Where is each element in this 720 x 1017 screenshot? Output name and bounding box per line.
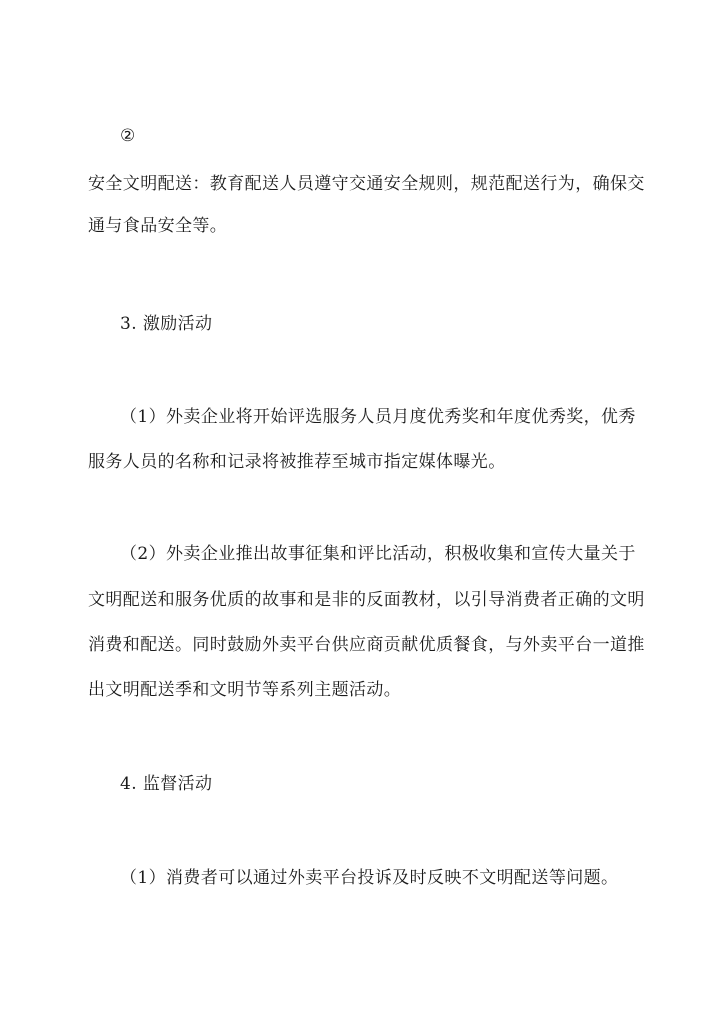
paragraph-incentive-2-line-3: 消费和配送。同时鼓励外卖平台供应商贡献优质餐食，与外卖平台一道推	[88, 635, 645, 655]
paragraph-safe-delivery-line-1: 安全文明配送：教育配送人员遵守交通安全规则，规范配送行为，确保交	[88, 174, 645, 194]
paragraph-incentive-2-line-1: （2）外卖企业推出故事征集和评比活动，积极收集和宣传大量关于	[120, 544, 636, 564]
list-marker-circled-2: ②	[120, 126, 136, 146]
paragraph-safe-delivery-line-2: 通与食品安全等。	[88, 216, 228, 236]
paragraph-incentive-1-line-1: （1）外卖企业将开始评选服务人员月度优秀奖和年度优秀奖，优秀	[120, 407, 636, 427]
section-heading-supervision: 4. 监督活动	[120, 774, 213, 794]
paragraph-incentive-1-line-2: 服务人员的名称和记录将被推荐至城市指定媒体曝光。	[88, 452, 506, 472]
paragraph-incentive-2-line-2: 文明配送和服务优质的故事和是非的反面教材，以引导消费者正确的文明	[88, 590, 645, 610]
paragraph-incentive-2-line-4: 出文明配送季和文明节等系列主题活动。	[88, 680, 402, 700]
paragraph-supervision-1: （1）消费者可以通过外卖平台投诉及时反映不文明配送等问题。	[120, 868, 619, 888]
section-heading-incentive: 3. 激励活动	[120, 314, 213, 334]
